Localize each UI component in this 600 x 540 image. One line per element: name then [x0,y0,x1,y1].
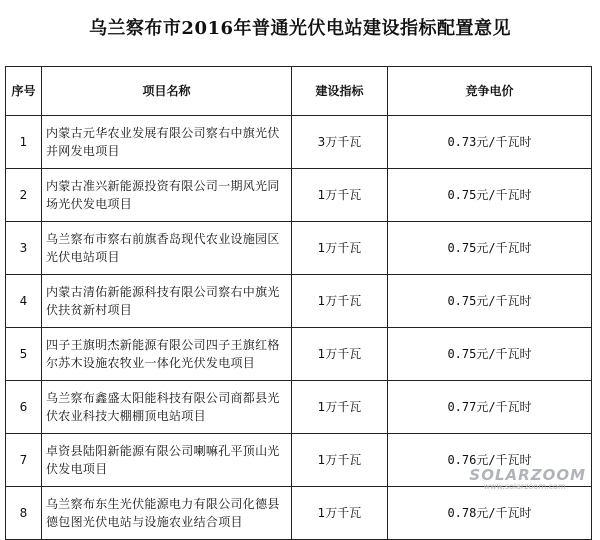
row-price: 0.75元/千瓦时 [388,169,592,222]
table-row [6,487,592,540]
row-index: 1 [6,116,42,169]
row-project-name: 乌兰察布市察右前旗香岛现代农业设施园区光伏电站项目 [42,222,292,275]
document-title: 乌兰察布市2016年普通光伏电站建设指标配置意见 [88,18,512,39]
row-index: 7 [6,434,42,487]
row-project-name: 内蒙古准兴新能源投资有限公司一期风光同场光伏发电项目 [42,169,292,222]
row-project-name: 乌兰察布鑫盛太阳能科技有限公司商都县光伏农业科技大棚棚顶电站项目 [42,381,292,434]
row-index: 8 [6,487,42,540]
row-price: 0.73元/千瓦时 [388,116,592,169]
row-project-name: 卓资县陆阳新能源有限公司喇嘛孔平顶山光伏发电项目 [42,434,292,487]
row-project-name: 乌兰察布东生光伏能源电力有限公司化德县德包图光伏电站与设施农业结合项目 [42,487,292,540]
row-price: 0.75元/千瓦时 [388,222,592,275]
quota-table [5,66,592,540]
header-quota: 建设指标 [292,67,388,116]
table-row [6,381,592,434]
table-row [6,116,592,169]
header-index: 序号 [6,67,42,116]
table-row [6,434,592,487]
table-header-row [6,67,592,116]
watermark-brand: SOLARZOOM [469,466,586,484]
row-quota: 1万千瓦 [292,169,388,222]
row-quota: 1万千瓦 [292,487,388,540]
row-price: 0.75元/千瓦时 [388,328,592,381]
row-index: 6 [6,381,42,434]
row-quota: 1万千瓦 [292,275,388,328]
row-price: 0.77元/千瓦时 [388,381,592,434]
header-project: 项目名称 [42,67,292,116]
header-price: 竞争电价 [388,67,592,116]
row-quota: 1万千瓦 [292,328,388,381]
row-index: 5 [6,328,42,381]
table-row [6,275,592,328]
row-quota: 1万千瓦 [292,434,388,487]
row-index: 3 [6,222,42,275]
row-quota: 1万千瓦 [292,222,388,275]
row-price: 0.78元/千瓦时 [388,487,592,540]
row-index: 4 [6,275,42,328]
watermark-url: www.solarzoom.com [483,482,566,491]
row-price: 0.75元/千瓦时 [388,275,592,328]
row-project-name: 内蒙古清佑新能源科技有限公司察右中旗光伏扶贫新村项目 [42,275,292,328]
row-index: 2 [6,169,42,222]
table-row [6,222,592,275]
row-quota: 1万千瓦 [292,381,388,434]
row-quota: 3万千瓦 [292,116,388,169]
table-row [6,169,592,222]
row-project-name: 四子王旗明杰新能源有限公司四子王旗红格尔苏木设施农牧业一体化光伏发电项目 [42,328,292,381]
row-price: 0.76元/千瓦时 [388,434,592,487]
table-row [6,328,592,381]
row-project-name: 内蒙古元华农业发展有限公司察右中旗光伏并网发电项目 [42,116,292,169]
